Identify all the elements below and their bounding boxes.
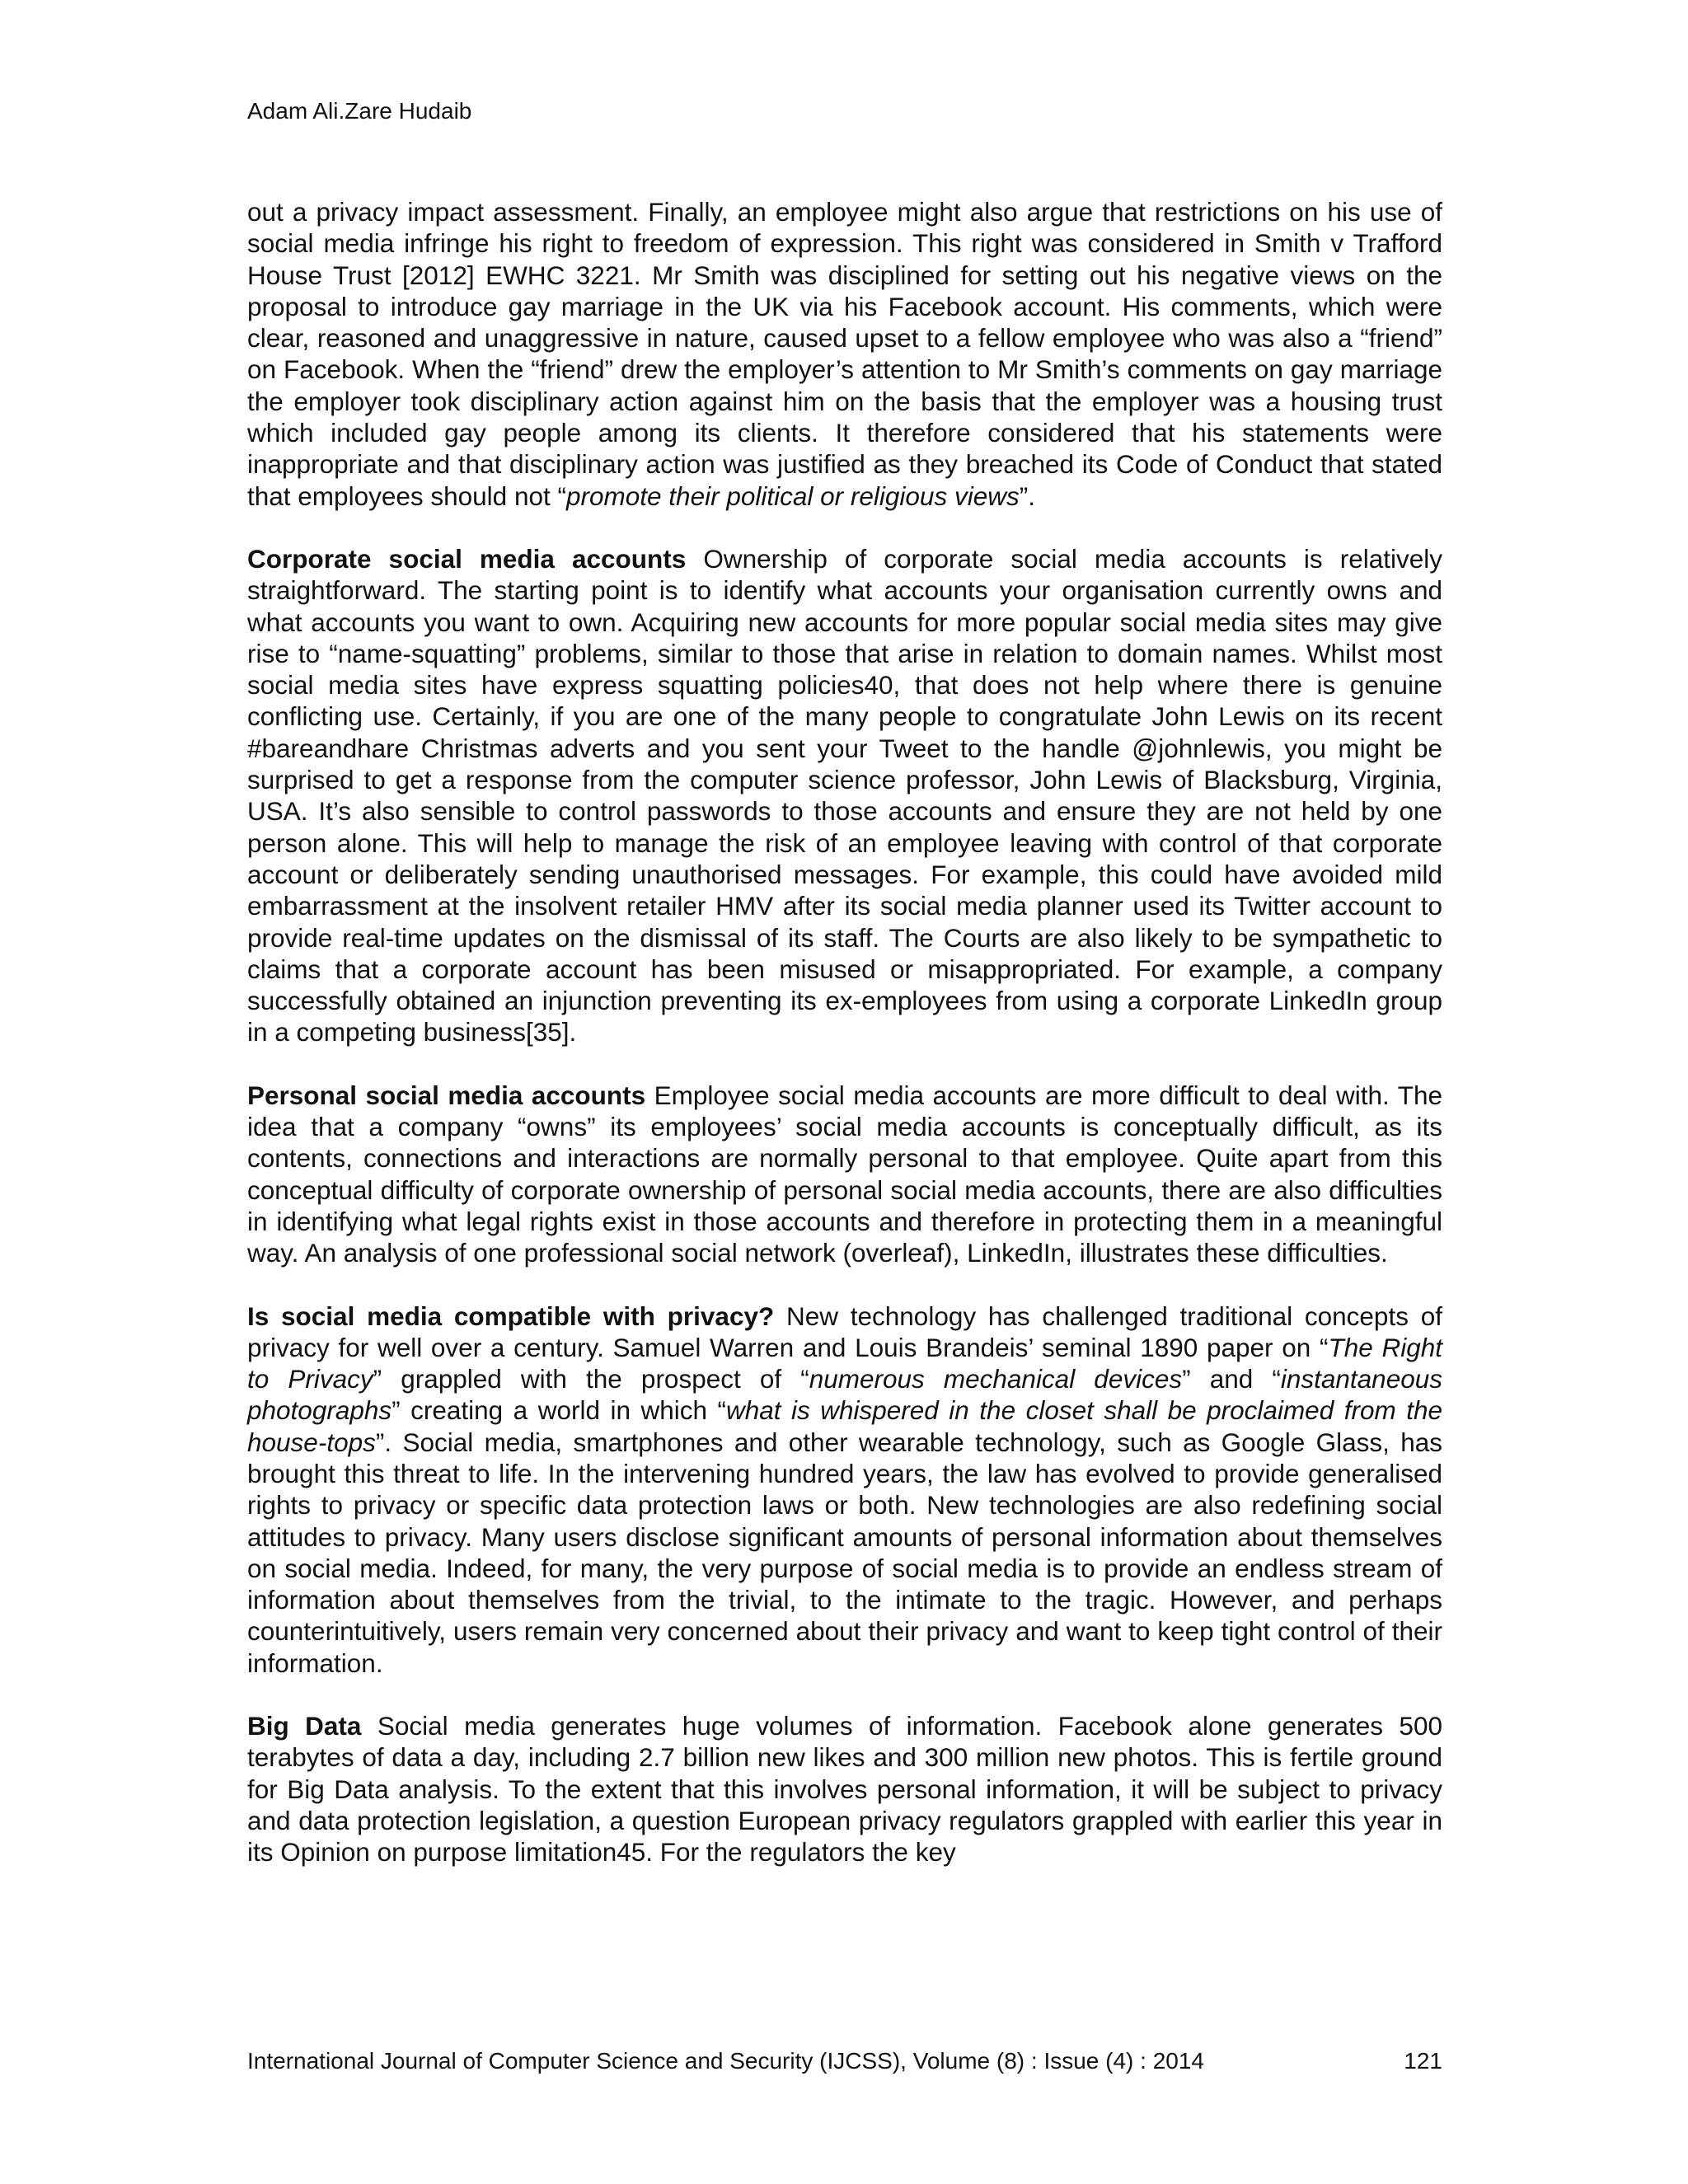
text-run: ” and “ [1182, 1364, 1281, 1394]
section-heading-privacy: Is social media compatible with privacy? [247, 1301, 775, 1331]
paragraph-corporate-accounts [247, 543, 1442, 1048]
italic-quote: promote their political or religious views [565, 480, 1020, 511]
text-run: ”. Social media, smartphones and other wearable technology, such as Google Glass, has brought this threat to life. In the intervening hundred years, the law has evolved to provide generalised rights to privacy or specific data protection laws or both. New technologies are also redefining social attitudes to privacy. Many users disclose significant amounts of personal information about themselves on social media. Indeed, for many, the very purpose of social media is to provide an endless stream of information about themselves from the trivial, to the intimate to the tragic. However, and perhaps counterintuitively, users remain very concerned about their privacy and want to keep tight control of their information. [247, 1427, 1442, 1678]
journal-citation: International Journal of Computer Science and Security (IJCSS), Volume (8) : Issue (4) : 2014 [247, 2048, 1205, 2074]
text-run: ”. [1019, 480, 1035, 511]
text-run: New technology has challenged traditional concepts of privacy for well over a century. Samuel Warren and Louis Brandeis’ seminal 1890 paper on “ [247, 1301, 1442, 1362]
text-run: ” creating a world in which “ [392, 1395, 726, 1426]
paragraph-privacy [247, 1301, 1442, 1680]
running-head-author: Adam Ali.Zare Hudaib [247, 98, 472, 124]
paragraph-big-data [247, 1710, 1442, 1868]
paragraph-smith-case [247, 196, 1442, 512]
section-heading-personal-accounts: Personal social media accounts [247, 1080, 646, 1110]
section-heading-big-data: Big Data [247, 1711, 362, 1741]
section-heading-corporate-accounts: Corporate social media accounts [247, 543, 687, 574]
text-run: out a privacy impact assessment. Finally, an employee might also argue that restrictions on his use of social media infringe his right to freedom of expression. This right was considered in Smith v Trafford House Trust [2012] EWHC 3221. Mr Smith was disciplined for setting out his negative views on the proposal to introduce gay marriage in the UK via his Facebook account. His comments, which were clear, reasoned and unaggressive in nature, caused upset to a fellow employee who was also a “friend” on Facebook. When the “friend” drew the employer’s attention to Mr Smith’s comments on gay marriage the employer took disciplinary action against him on the basis that the employer was a housing trust which included gay people among its clients. It therefore considered that his statements were inappropriate and that disciplinary action was justified as they breached its Code of Conduct that stated that employees should not “ [247, 197, 1442, 511]
italic-quote: The Right to Privacy [247, 1332, 1442, 1394]
italic-quote: what is whispered in the closet shall be proclaimed from the house-tops [247, 1395, 1442, 1457]
page-footer [247, 2047, 1442, 2075]
text-run: Ownership of corporate social media accounts is relatively straightforward. The starting point is to identify what accounts your organisation currently owns and what accounts you want to own. Acquiring new accounts for more popular social media sites may give rise to “name-squatting” problems, similar to those that arise in relation to domain names. Whilst most social media sites have express squatting policies40, that does not help where there is genuine conflicting use. Certainly, if you are one of the many people to congratulate John Lewis on its recent #bareandhare Christmas adverts and you sent your Tweet to the handle @johnlewis, you might be surprised to get a response from the computer science professor, John Lewis of Blacksburg, Virginia, USA. It’s also sensible to control passwords to those accounts and ensure they are not held by one person alone. This will help to manage the risk of an employee leaving with control of that corporate account or deliberately sending unauthorised messages. For example, this could have avoided mild embarrassment at the insolvent retailer HMV after its social media planner used its Twitter account to provide real-time updates on the dismissal of its staff. The Courts are also likely to be sympathetic to claims that a corporate account has been misused or misappropriated. For example, a company successfully obtained an injunction preventing its ex-employees from using a corporate LinkedIn group in a competing business[35]. [247, 543, 1442, 1047]
article-body [247, 196, 1442, 1900]
text-run: ” grappled with the prospect of “ [373, 1364, 809, 1394]
text-run: Social media generates huge volumes of information. Facebook alone generates 500 terabytes of data a day, including 2.7 billion new likes and 300 million new photos. This is fertile ground for Big Data analysis. To the extent that this involves personal information, it will be subject to privacy and data protection legislation, a question European privacy regulators grappled with earlier this year in its Opinion on purpose limitation45. For the regulators the key [247, 1711, 1442, 1868]
paragraph-personal-accounts [247, 1080, 1442, 1269]
text-run: Employee social media accounts are more difficult to deal with. The idea that a company “owns” its employees’ social media accounts is conceptually difficult, as its contents, connections and interactions are normally personal to that employee. Quite apart from this conceptual difficulty of corporate ownership of personal social media accounts, there are also difficulties in identifying what legal rights exist in those accounts and therefore in protecting them in a meaningful way. An analysis of one professional social network (overleaf), LinkedIn, illustrates these difficulties. [247, 1080, 1442, 1268]
italic-quote: numerous mechanical devices [809, 1364, 1183, 1394]
italic-quote: instantaneous photographs [247, 1364, 1442, 1426]
page-number: 121 [1404, 2048, 1442, 2074]
